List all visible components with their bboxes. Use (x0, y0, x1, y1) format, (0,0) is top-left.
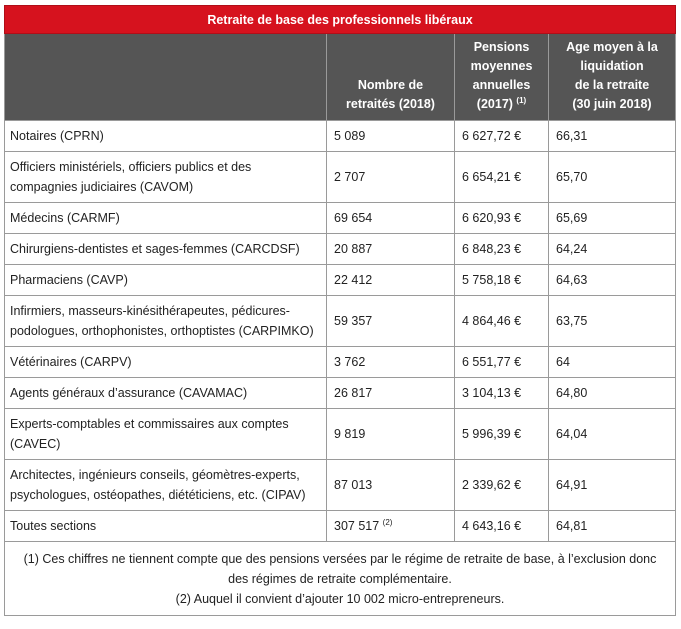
cell-age-moyen: 64 (549, 347, 676, 378)
organisme-line: Officiers ministériels, officiers publics et des (10, 160, 252, 174)
table-body (5, 121, 676, 542)
footnote-marker: (2) (382, 517, 393, 527)
cell-organisme (5, 121, 327, 152)
footnote-marker: (1) (516, 95, 527, 105)
retraites-value: 59 357 (334, 314, 373, 328)
organisme-line: Chirurgiens-dentistes et sages-femmes (CARCDSF) (10, 242, 300, 256)
organisme-line: Toutes sections (10, 519, 97, 533)
organisme-line: (CAVEC) (10, 437, 61, 451)
cell-organisme (5, 511, 327, 542)
table-row (5, 203, 676, 234)
cell-pension-moyenne: 6 848,23 € (455, 234, 549, 265)
organisme-line: Vétérinaires (CARPV) (10, 355, 132, 369)
cell-age-moyen: 63,75 (549, 296, 676, 347)
cell-organisme (5, 265, 327, 296)
header-line: Pensions (473, 40, 530, 54)
pension-table-container (4, 5, 675, 616)
cell-nombre-retraites (327, 409, 455, 460)
organisme-line: Médecins (CARMF) (10, 211, 120, 225)
retraites-value: 5 089 (334, 129, 366, 143)
header-pensions-moyennes (455, 34, 549, 121)
cell-nombre-retraites (327, 265, 455, 296)
table-row (5, 347, 676, 378)
cell-pension-moyenne: 4 643,16 € (455, 511, 549, 542)
retraites-value: 9 819 (334, 427, 366, 441)
organisme-line: compagnies judiciaires (CAVOM) (10, 180, 194, 194)
table-row (5, 152, 676, 203)
header-line: de la retraite (574, 78, 650, 92)
header-line: liquidation (580, 59, 644, 73)
organisme-line: Agents généraux d’assurance (CAVAMAC) (10, 386, 248, 400)
cell-age-moyen: 66,31 (549, 121, 676, 152)
column-header-row (5, 34, 676, 121)
organisme-line: psychologues, ostéopathes, diététiciens, etc. (CIPAV) (10, 488, 306, 502)
footnote-line: des régimes de retraite complémentaire. (228, 572, 452, 586)
header-line: (2017) (476, 97, 513, 111)
header-nombre-retraites (327, 34, 455, 121)
cell-pension-moyenne: 5 996,39 € (455, 409, 549, 460)
table-row (5, 234, 676, 265)
header-age-moyen (549, 34, 676, 121)
cell-age-moyen: 65,70 (549, 152, 676, 203)
cell-nombre-retraites (327, 121, 455, 152)
cell-nombre-retraites (327, 203, 455, 234)
cell-pension-moyenne: 6 627,72 € (455, 121, 549, 152)
cell-pension-moyenne: 4 864,46 € (455, 296, 549, 347)
cell-organisme (5, 296, 327, 347)
retraites-value: 20 887 (334, 242, 373, 256)
cell-pension-moyenne: 6 654,21 € (455, 152, 549, 203)
cell-nombre-retraites (327, 234, 455, 265)
cell-age-moyen: 65,69 (549, 203, 676, 234)
header-line: Age moyen à la (566, 40, 658, 54)
table-title: Retraite de base des professionnels libéraux (5, 6, 676, 34)
cell-nombre-retraites (327, 460, 455, 511)
cell-age-moyen: 64,91 (549, 460, 676, 511)
cell-nombre-retraites (327, 378, 455, 409)
cell-nombre-retraites (327, 152, 455, 203)
cell-pension-moyenne: 3 104,13 € (455, 378, 549, 409)
cell-nombre-retraites (327, 347, 455, 378)
cell-pension-moyenne: 6 551,77 € (455, 347, 549, 378)
cell-pension-moyenne: 2 339,62 € (455, 460, 549, 511)
cell-organisme (5, 378, 327, 409)
header-line: retraités (2018) (346, 97, 435, 111)
table-row (5, 511, 676, 542)
table-row (5, 121, 676, 152)
cell-age-moyen: 64,24 (549, 234, 676, 265)
cell-organisme (5, 409, 327, 460)
footnote-line: (2) Auquel il convient d’ajouter 10 002 micro-entrepreneurs. (175, 592, 505, 606)
organisme-line: Infirmiers, masseurs-kinésithérapeutes, pédicures- (10, 304, 290, 318)
organisme-line: Experts-comptables et commissaires aux comptes (10, 417, 289, 431)
retraites-value: 22 412 (334, 273, 373, 287)
cell-age-moyen: 64,04 (549, 409, 676, 460)
cell-organisme (5, 347, 327, 378)
cell-organisme (5, 203, 327, 234)
footnotes (5, 542, 676, 616)
retraites-value: 3 762 (334, 355, 366, 369)
retraites-value: 87 013 (334, 478, 373, 492)
header-line: (30 juin 2018) (572, 97, 652, 111)
organisme-line: podologues, orthophonistes, orthoptistes (CARPIMKO) (10, 324, 314, 338)
table-row (5, 409, 676, 460)
cell-age-moyen: 64,63 (549, 265, 676, 296)
header-line: Nombre de (357, 78, 424, 92)
retraites-value: 2 707 (334, 170, 366, 184)
cell-nombre-retraites (327, 511, 455, 542)
cell-pension-moyenne: 5 758,18 € (455, 265, 549, 296)
organisme-line: Notaires (CPRN) (10, 129, 104, 143)
organisme-line: Architectes, ingénieurs conseils, géomètres-experts, (10, 468, 300, 482)
retraites-value: 307 517 (334, 519, 380, 533)
cell-organisme (5, 460, 327, 511)
cell-nombre-retraites (327, 296, 455, 347)
cell-organisme (5, 152, 327, 203)
cell-pension-moyenne: 6 620,93 € (455, 203, 549, 234)
header-line: annuelles (472, 78, 531, 92)
header-organisme (5, 34, 327, 121)
cell-organisme (5, 234, 327, 265)
table-row (5, 296, 676, 347)
retraites-value: 69 654 (334, 211, 373, 225)
footnote-line: (1) Ces chiffres ne tiennent compte que des pensions versées par le régime de retraite de base, à l’exclusion donc (23, 552, 657, 566)
header-line: moyennes (470, 59, 533, 73)
table-row (5, 265, 676, 296)
cell-age-moyen: 64,80 (549, 378, 676, 409)
table-row (5, 460, 676, 511)
retraites-value: 26 817 (334, 386, 373, 400)
organisme-line: Pharmaciens (CAVP) (10, 273, 128, 287)
pension-table (4, 5, 676, 616)
cell-age-moyen: 64,81 (549, 511, 676, 542)
table-row (5, 378, 676, 409)
